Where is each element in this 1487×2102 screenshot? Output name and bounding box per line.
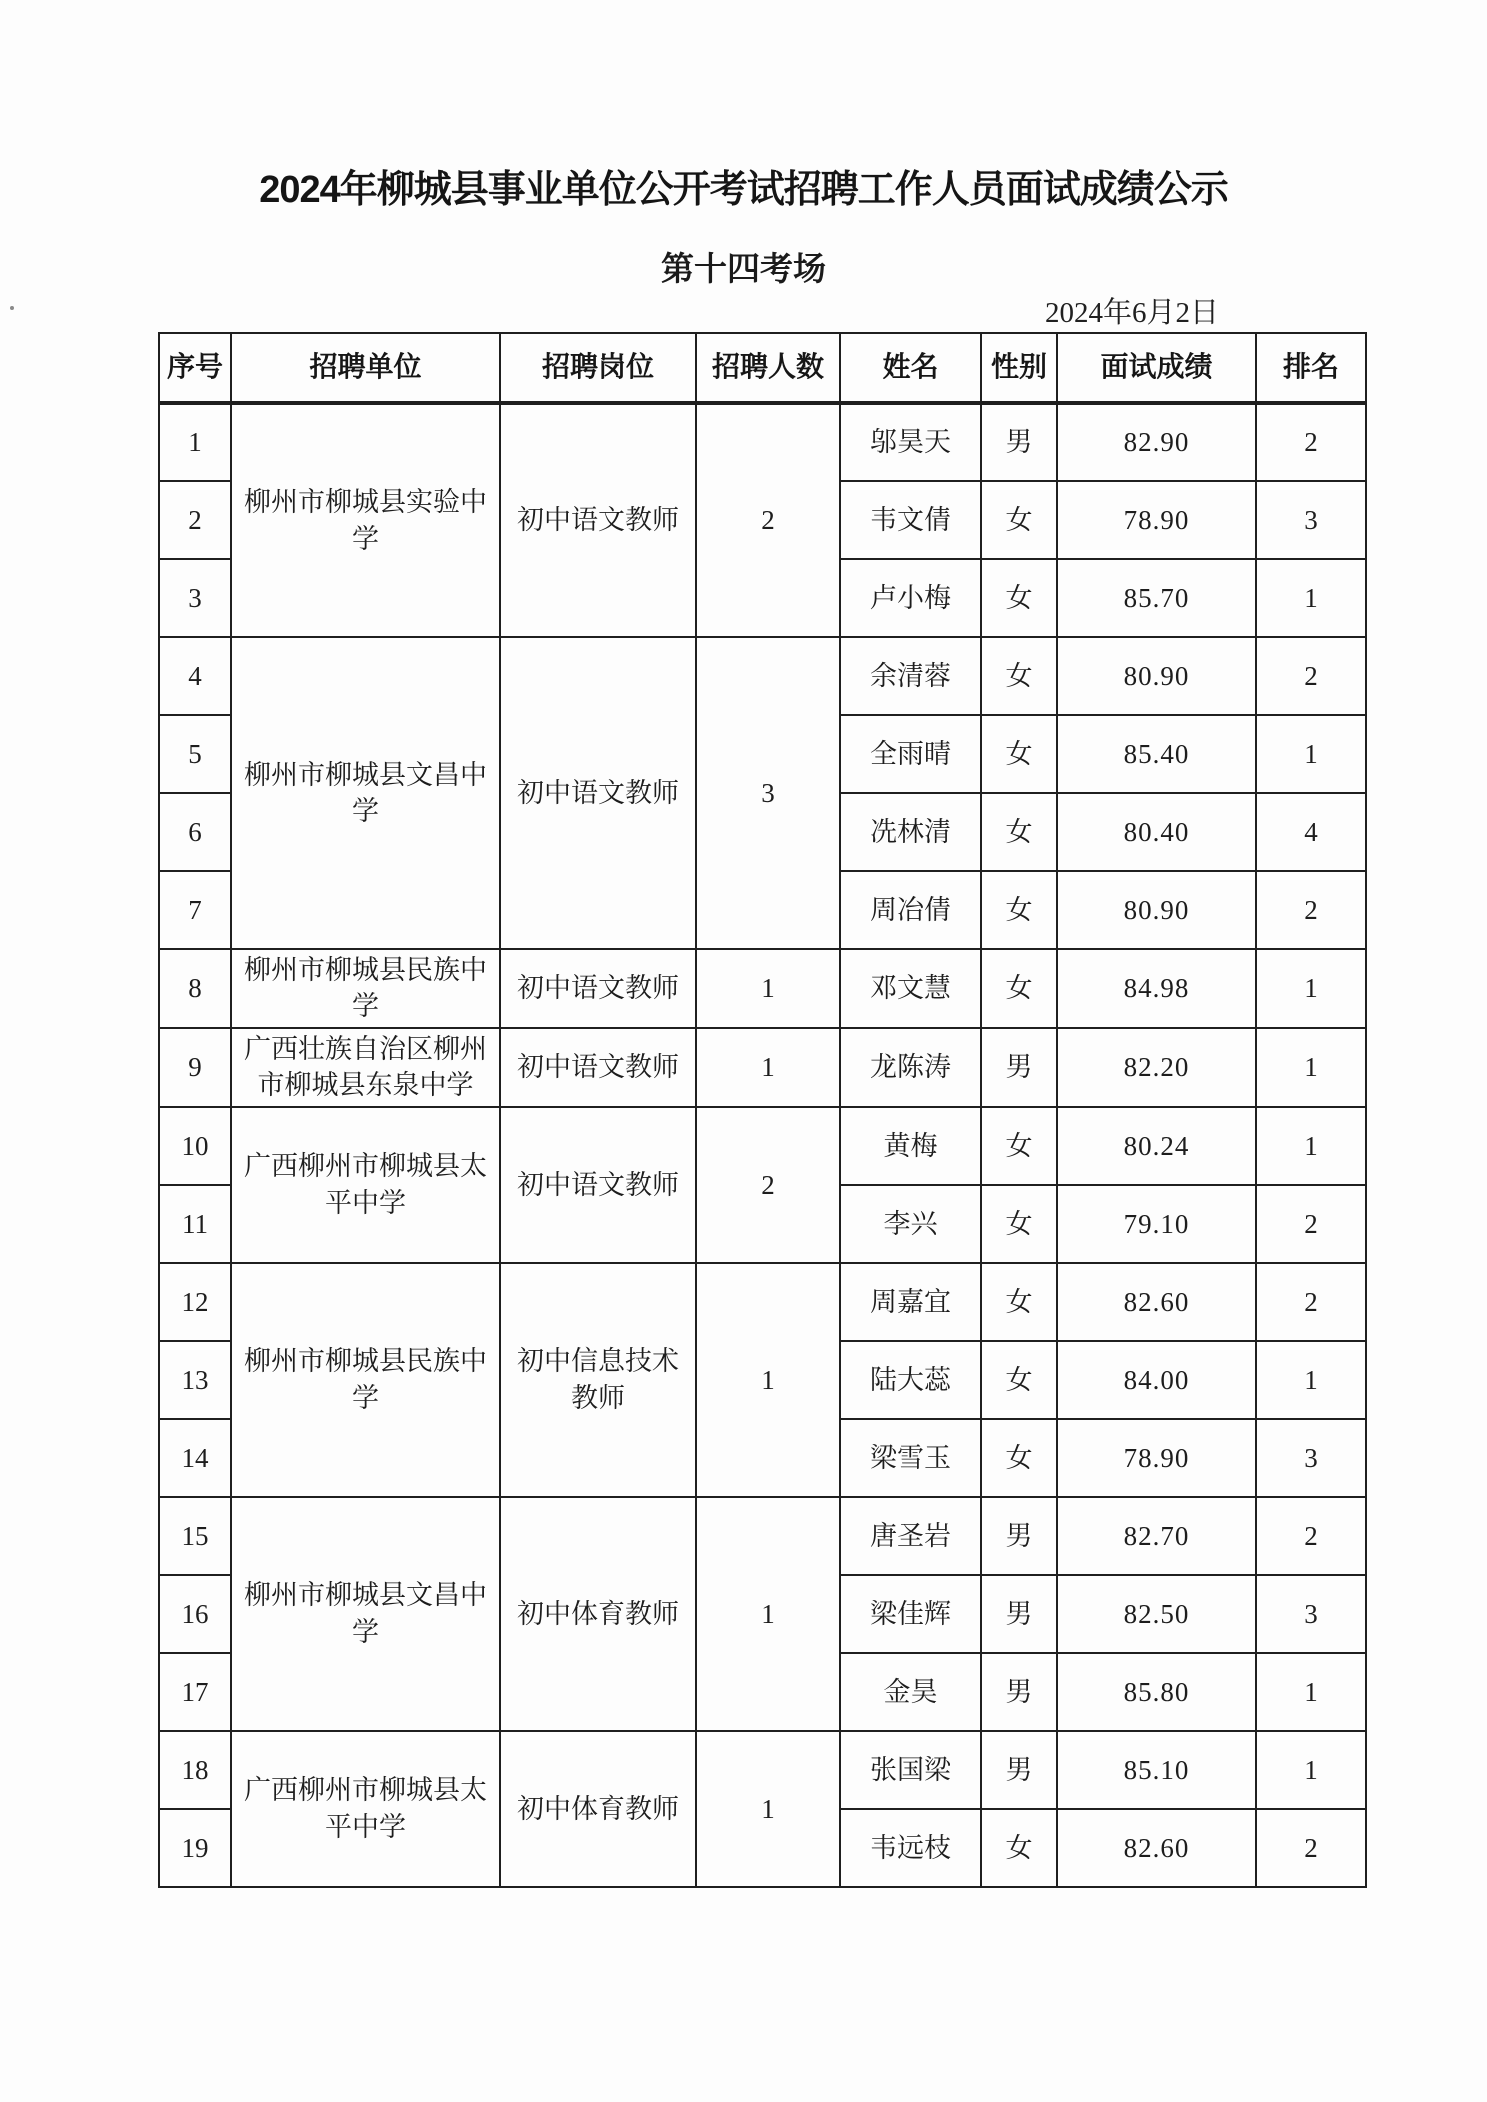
row-number: 6: [159, 793, 231, 871]
interview-score: 82.60: [1057, 1263, 1256, 1341]
candidate-name: 金昊: [840, 1653, 981, 1731]
table-row: [159, 403, 1366, 481]
recruiting-position: 初中体育教师: [500, 1497, 696, 1731]
candidate-name: 邬昊天: [840, 403, 981, 481]
header-row: [159, 333, 1366, 403]
candidate-name: 余清蓉: [840, 637, 981, 715]
header-gender: 性别: [981, 333, 1057, 403]
candidate-name: 张国梁: [840, 1731, 981, 1809]
candidate-gender: 女: [981, 1341, 1057, 1419]
candidate-name: 梁佳辉: [840, 1575, 981, 1653]
row-number: 5: [159, 715, 231, 793]
header-position: 招聘岗位: [500, 333, 696, 403]
row-number: 17: [159, 1653, 231, 1731]
row-number: 16: [159, 1575, 231, 1653]
header-unit: 招聘单位: [231, 333, 500, 403]
exam-room-subtitle: 第十四考场: [661, 250, 826, 287]
candidate-name: 卢小梅: [840, 559, 981, 637]
candidate-gender: 男: [981, 1653, 1057, 1731]
candidate-rank: 2: [1256, 1809, 1366, 1887]
candidate-name: 黄梅: [840, 1107, 981, 1185]
scan-artifact-dot: [10, 306, 14, 310]
candidate-name: 周冶倩: [840, 871, 981, 949]
candidate-rank: 1: [1256, 949, 1366, 1028]
candidate-name: 唐圣岩: [840, 1497, 981, 1575]
interview-score: 78.90: [1057, 1419, 1256, 1497]
candidate-gender: 女: [981, 637, 1057, 715]
interview-score: 82.50: [1057, 1575, 1256, 1653]
candidate-rank: 2: [1256, 403, 1366, 481]
recruiting-position: 初中信息技术教师: [500, 1263, 696, 1497]
table-row: [159, 1731, 1366, 1809]
row-number: 7: [159, 871, 231, 949]
row-number: 8: [159, 949, 231, 1028]
header-rank: 排名: [1256, 333, 1366, 403]
candidate-rank: 1: [1256, 1341, 1366, 1419]
results-table: [158, 332, 1367, 1888]
interview-score: 85.80: [1057, 1653, 1256, 1731]
openings-count: 1: [696, 1028, 840, 1107]
openings-count: 1: [696, 1263, 840, 1497]
openings-count: 3: [696, 637, 840, 949]
recruiting-position: 初中语文教师: [500, 1107, 696, 1263]
recruiting-unit: 广西壮族自治区柳州市柳城县东泉中学: [231, 1028, 500, 1107]
interview-score: 80.24: [1057, 1107, 1256, 1185]
interview-score: 85.40: [1057, 715, 1256, 793]
interview-score: 82.20: [1057, 1028, 1256, 1107]
header-no: 序号: [159, 333, 231, 403]
document-title: 2024年柳城县事业单位公开考试招聘工作人员面试成绩公示: [259, 169, 1228, 211]
row-number: 2: [159, 481, 231, 559]
candidate-rank: 1: [1256, 715, 1366, 793]
openings-count: 2: [696, 403, 840, 637]
candidate-rank: 2: [1256, 1263, 1366, 1341]
candidate-rank: 2: [1256, 1185, 1366, 1263]
candidate-gender: 女: [981, 1263, 1057, 1341]
candidate-rank: 1: [1256, 1731, 1366, 1809]
candidate-rank: 1: [1256, 1028, 1366, 1107]
candidate-rank: 1: [1256, 1107, 1366, 1185]
recruiting-position: 初中语文教师: [500, 403, 696, 637]
results-table-body: [159, 403, 1366, 1887]
candidate-rank: 3: [1256, 1575, 1366, 1653]
table-row: [159, 637, 1366, 715]
candidate-name: 梁雪玉: [840, 1419, 981, 1497]
recruiting-position: 初中体育教师: [500, 1731, 696, 1887]
candidate-gender: 男: [981, 1497, 1057, 1575]
candidate-name: 周嘉宜: [840, 1263, 981, 1341]
candidate-gender: 女: [981, 559, 1057, 637]
candidate-gender: 男: [981, 403, 1057, 481]
interview-score: 85.70: [1057, 559, 1256, 637]
interview-score: 78.90: [1057, 481, 1256, 559]
row-number: 10: [159, 1107, 231, 1185]
recruiting-unit: 柳州市柳城县民族中学: [231, 949, 500, 1028]
candidate-rank: 2: [1256, 1497, 1366, 1575]
candidate-rank: 2: [1256, 871, 1366, 949]
interview-score: 82.60: [1057, 1809, 1256, 1887]
interview-score: 82.70: [1057, 1497, 1256, 1575]
openings-count: 1: [696, 949, 840, 1028]
candidate-gender: 女: [981, 793, 1057, 871]
table-header: [159, 333, 1366, 403]
candidate-rank: 2: [1256, 637, 1366, 715]
date-row: [158, 290, 1365, 331]
openings-count: 1: [696, 1731, 840, 1887]
row-number: 13: [159, 1341, 231, 1419]
candidate-rank: 1: [1256, 559, 1366, 637]
recruiting-position: 初中语文教师: [500, 949, 696, 1028]
row-number: 14: [159, 1419, 231, 1497]
candidate-gender: 女: [981, 481, 1057, 559]
table-row: [159, 1107, 1366, 1185]
openings-count: 1: [696, 1497, 840, 1731]
row-number: 9: [159, 1028, 231, 1107]
interview-score: 80.40: [1057, 793, 1256, 871]
header-name: 姓名: [840, 333, 981, 403]
row-number: 12: [159, 1263, 231, 1341]
candidate-name: 邓文慧: [840, 949, 981, 1028]
row-number: 3: [159, 559, 231, 637]
row-number: 15: [159, 1497, 231, 1575]
openings-count: 2: [696, 1107, 840, 1263]
candidate-gender: 女: [981, 1809, 1057, 1887]
interview-score: 85.10: [1057, 1731, 1256, 1809]
interview-score: 79.10: [1057, 1185, 1256, 1263]
candidate-name: 韦远枝: [840, 1809, 981, 1887]
row-number: 1: [159, 403, 231, 481]
row-number: 18: [159, 1731, 231, 1809]
table-row: [159, 1497, 1366, 1575]
recruiting-unit: 柳州市柳城县实验中学: [231, 403, 500, 637]
candidate-gender: 男: [981, 1731, 1057, 1809]
recruiting-position: 初中语文教师: [500, 637, 696, 949]
candidate-name: 韦文倩: [840, 481, 981, 559]
interview-score: 80.90: [1057, 871, 1256, 949]
candidate-name: 李兴: [840, 1185, 981, 1263]
candidate-name: 全雨晴: [840, 715, 981, 793]
candidate-gender: 女: [981, 1107, 1057, 1185]
header-openings: 招聘人数: [696, 333, 840, 403]
interview-score: 84.98: [1057, 949, 1256, 1028]
recruiting-unit: 柳州市柳城县文昌中学: [231, 637, 500, 949]
candidate-name: 龙陈涛: [840, 1028, 981, 1107]
recruiting-unit: 广西柳州市柳城县太平中学: [231, 1107, 500, 1263]
recruiting-unit: 柳州市柳城县民族中学: [231, 1263, 500, 1497]
table-row: [159, 1028, 1366, 1107]
candidate-gender: 女: [981, 715, 1057, 793]
candidate-name: 陆大蕊: [840, 1341, 981, 1419]
candidate-gender: 女: [981, 1419, 1057, 1497]
document-date: 2024年6月2日: [1044, 297, 1219, 329]
table-row: [159, 1263, 1366, 1341]
interview-score: 84.00: [1057, 1341, 1256, 1419]
candidate-rank: 1: [1256, 1653, 1366, 1731]
recruiting-unit: 广西柳州市柳城县太平中学: [231, 1731, 500, 1887]
table-row: [159, 949, 1366, 1028]
recruiting-position: 初中语文教师: [500, 1028, 696, 1107]
candidate-gender: 男: [981, 1575, 1057, 1653]
header-score: 面试成绩: [1057, 333, 1256, 403]
candidate-gender: 女: [981, 949, 1057, 1028]
candidate-gender: 女: [981, 871, 1057, 949]
row-number: 11: [159, 1185, 231, 1263]
interview-score: 80.90: [1057, 637, 1256, 715]
candidate-rank: 3: [1256, 1419, 1366, 1497]
interview-score: 82.90: [1057, 403, 1256, 481]
candidate-gender: 女: [981, 1185, 1057, 1263]
candidate-rank: 3: [1256, 481, 1366, 559]
row-number: 4: [159, 637, 231, 715]
candidate-gender: 男: [981, 1028, 1057, 1107]
recruiting-unit: 柳州市柳城县文昌中学: [231, 1497, 500, 1731]
row-number: 19: [159, 1809, 231, 1887]
candidate-rank: 4: [1256, 793, 1366, 871]
candidate-name: 冼林清: [840, 793, 981, 871]
